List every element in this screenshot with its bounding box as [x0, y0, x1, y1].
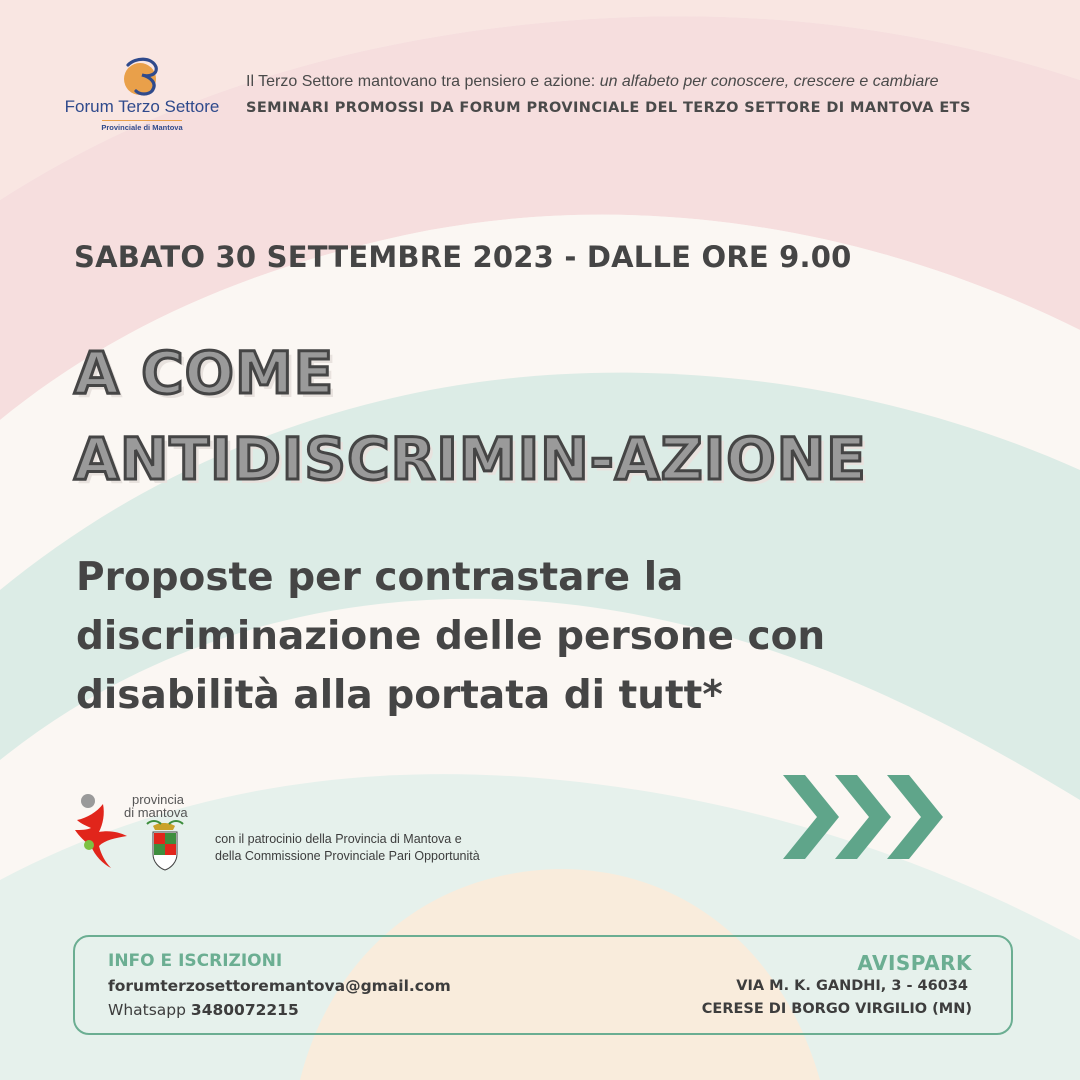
- triple-chevron-right-icon: [783, 773, 945, 861]
- province-logo-line1: provincia: [132, 792, 185, 807]
- patronage-line-1: con il patrocinio della Provincia di Mantova e: [215, 832, 462, 846]
- info-heading: INFO E ISCRIZIONI: [108, 951, 283, 971]
- title-line-2: ANTIDISCRIMIN-AZIONE: [74, 425, 867, 493]
- forum-logo-rule: [102, 120, 182, 121]
- venue-name: AVISPARK: [857, 951, 972, 975]
- seminar-line: SEMINARI PROMOSSI DA FORUM PROVINCIALE DEL TERZO SETTORE DI MANTOVA ETS: [246, 100, 971, 116]
- patronage-text: [215, 831, 480, 865]
- event-title: [74, 330, 954, 502]
- forum-logo-subtitle: Provinciale di Mantova: [101, 123, 183, 132]
- forum-logo: [62, 55, 222, 140]
- forum-logo-name: Forum Terzo Settore: [64, 97, 220, 116]
- venue-address-line-2: CERESE DI BORGO VIRGILIO (MN): [701, 1001, 972, 1017]
- province-logo-line2: di mantova: [124, 805, 188, 820]
- phone-label: Whatsapp: [108, 1001, 191, 1019]
- event-date: SABATO 30 SETTEMBRE 2023 - DALLE ORE 9.00: [74, 240, 852, 274]
- info-phone[interactable]: [108, 1001, 299, 1019]
- subtitle-line-3: disabilità alla portata di tutt*: [76, 673, 723, 718]
- info-email[interactable]: forumterzosettoremantova@gmail.com: [108, 977, 451, 995]
- title-line-1: A COME: [74, 339, 335, 407]
- header-tagline: [246, 73, 939, 91]
- province-cross-logo-icon: [75, 794, 127, 868]
- patronage-line-2: della Commissione Provinciale Pari Opportunità: [215, 849, 480, 863]
- province-logo: [75, 790, 195, 875]
- coat-of-arms-icon: [147, 821, 183, 870]
- tagline-italic: un alfabeto per conoscere, crescere e cambiare: [599, 73, 939, 90]
- phone-number: 3480072215: [190, 1001, 299, 1019]
- subtitle-line-1: Proposte per contrastare la: [76, 555, 684, 600]
- subtitle-line-2: discriminazione delle persone con: [76, 614, 826, 659]
- tagline-prefix: Il Terzo Settore mantovano tra pensiero e azione:: [246, 73, 600, 90]
- venue-address-line-1: VIA M. K. GANDHI, 3 - 46034: [736, 978, 968, 994]
- forum-swirl-logo-icon: [122, 55, 162, 97]
- event-subtitle: [76, 548, 976, 725]
